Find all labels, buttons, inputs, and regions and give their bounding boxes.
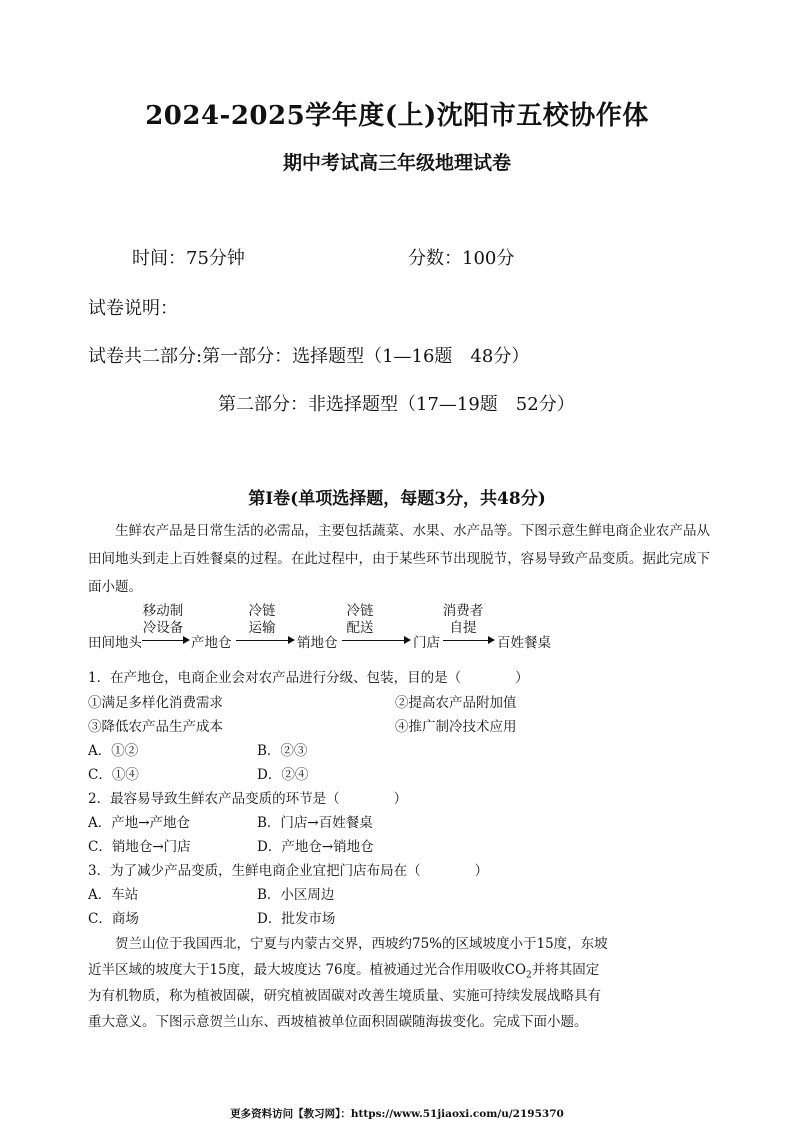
question-1-option-a: A．①② [88, 743, 139, 759]
question-1-option-c: C．①④ [88, 767, 139, 783]
helan-paragraph-line-4: 重大意义。下图示意贺兰山东、西坡植被单位面积固碳随海拔变化。完成下面小题。 [88, 1014, 588, 1030]
section-title: 第Ⅰ卷(单项选择题，每题3分，共48分) [248, 489, 546, 509]
question-1-statement: ②提高农产品附加值 [395, 695, 517, 711]
flow-node: 田间地头 [88, 635, 142, 651]
flow-arrow [342, 640, 404, 641]
intro-paragraph [88, 517, 710, 601]
question-1-option-b: B．②③ [257, 743, 308, 759]
question-3-stem: 3．为了减少产品变质，生鲜电商企业宜把门店布局在（ ） [88, 863, 489, 879]
flow-arrow-label-bottom: 冷设备 [142, 620, 184, 636]
exam-title: 2024-2025学年度(上)沈阳市五校协作体 [145, 101, 649, 131]
helan-paragraph-line-2 [88, 958, 599, 981]
flow-arrow-label-top: 冷链 [248, 603, 276, 619]
co2-subscript: 2 [526, 970, 532, 981]
helan-paragraph-line-1: 贺兰山位于我国西北，宁夏与内蒙古交界，西坡约75%的区域坡度小于15度，东坡 [115, 936, 608, 952]
helan-paragraph-line-3: 为有机物质，称为植被固碳，研究植被固碳对改善生境质量、实施可持续发展战略具有 [88, 988, 601, 1004]
question-3-option-c: C．商场 [88, 911, 139, 927]
helan-line-2-text: 近半区域的坡度大于15度，最大坡度达 76度。植被通过光合作用吸收CO [88, 962, 527, 978]
arrow-head-icon [183, 636, 190, 644]
question-1-statement: ④推广制冷技术应用 [395, 719, 517, 735]
question-1-stem: 1．在产地仓，电商企业会对农产品进行分级、包装，目的是（ ） [88, 670, 529, 686]
exam-time: 时间：75分钟 [132, 248, 245, 269]
flow-arrow-label-bottom: 自提 [449, 620, 477, 636]
flow-node: 百姓餐桌 [497, 635, 551, 651]
question-1-option-d: D．②④ [257, 767, 309, 783]
intro-text: 生鲜农产品是日常生活的必需品，主要包括蔬菜、水果、水产品等。下图示意生鲜电商企业农产品从田间地头到走上百姓餐桌的过程。在此过程中，由于某些环节出现脱节，容易导致产品变质。据此完成下面小题。 [88, 523, 710, 595]
exam-subtitle: 期中考试高三年级地理试卷 [282, 152, 511, 174]
flow-arrow-label-bottom: 运输 [248, 620, 276, 636]
exam-score: 分数：100分 [408, 248, 515, 269]
flow-node: 门店 [413, 635, 440, 651]
flow-node: 销地仓 [297, 635, 338, 651]
question-1-statement: ①满足多样化消费需求 [88, 695, 223, 711]
flow-arrow-label-bottom: 配送 [346, 620, 374, 636]
question-2-option-d: D．产地仓→销地仓 [257, 839, 374, 855]
question-2-option-c: C．销地仓→门店 [88, 839, 191, 855]
flow-arrow [236, 640, 289, 641]
flow-node: 产地仓 [191, 635, 232, 651]
question-1-statement: ③降低农产品生产成本 [88, 719, 223, 735]
footer-link[interactable]: 更多资料访问【教习网】：https://www.51jiaoxi.com/u/2195370 [230, 1108, 564, 1120]
notes-part2: 第二部分：非选择题型（17—19题 52分） [218, 394, 575, 415]
question-3-option-b: B．小区周边 [257, 887, 335, 903]
flow-arrow-label-top: 移动制 [142, 603, 184, 619]
question-3-option-d: D．批发市场 [257, 911, 336, 927]
question-2-option-b: B．门店→百姓餐桌 [257, 815, 373, 831]
flow-arrow-label-top: 消费者 [442, 603, 484, 619]
question-3-option-a: A．车站 [88, 887, 139, 903]
arrow-head-icon [288, 636, 295, 644]
question-2-option-a: A．产地→产地仓 [88, 815, 191, 831]
flow-arrow-label-top: 冷链 [346, 603, 374, 619]
flow-arrow [142, 640, 184, 641]
question-2-stem: 2．最容易导致生鲜农产品变质的环节是（ ） [88, 791, 408, 807]
arrow-head-icon [404, 636, 411, 644]
helan-line-2-tail: 并将其固定 [531, 962, 600, 978]
notes-label: 试卷说明： [88, 298, 178, 319]
arrow-head-icon [488, 636, 495, 644]
flow-arrow [443, 640, 488, 641]
notes-part1: 试卷共二部分:第一部分：选择题型（1—16题 48分） [88, 346, 530, 367]
